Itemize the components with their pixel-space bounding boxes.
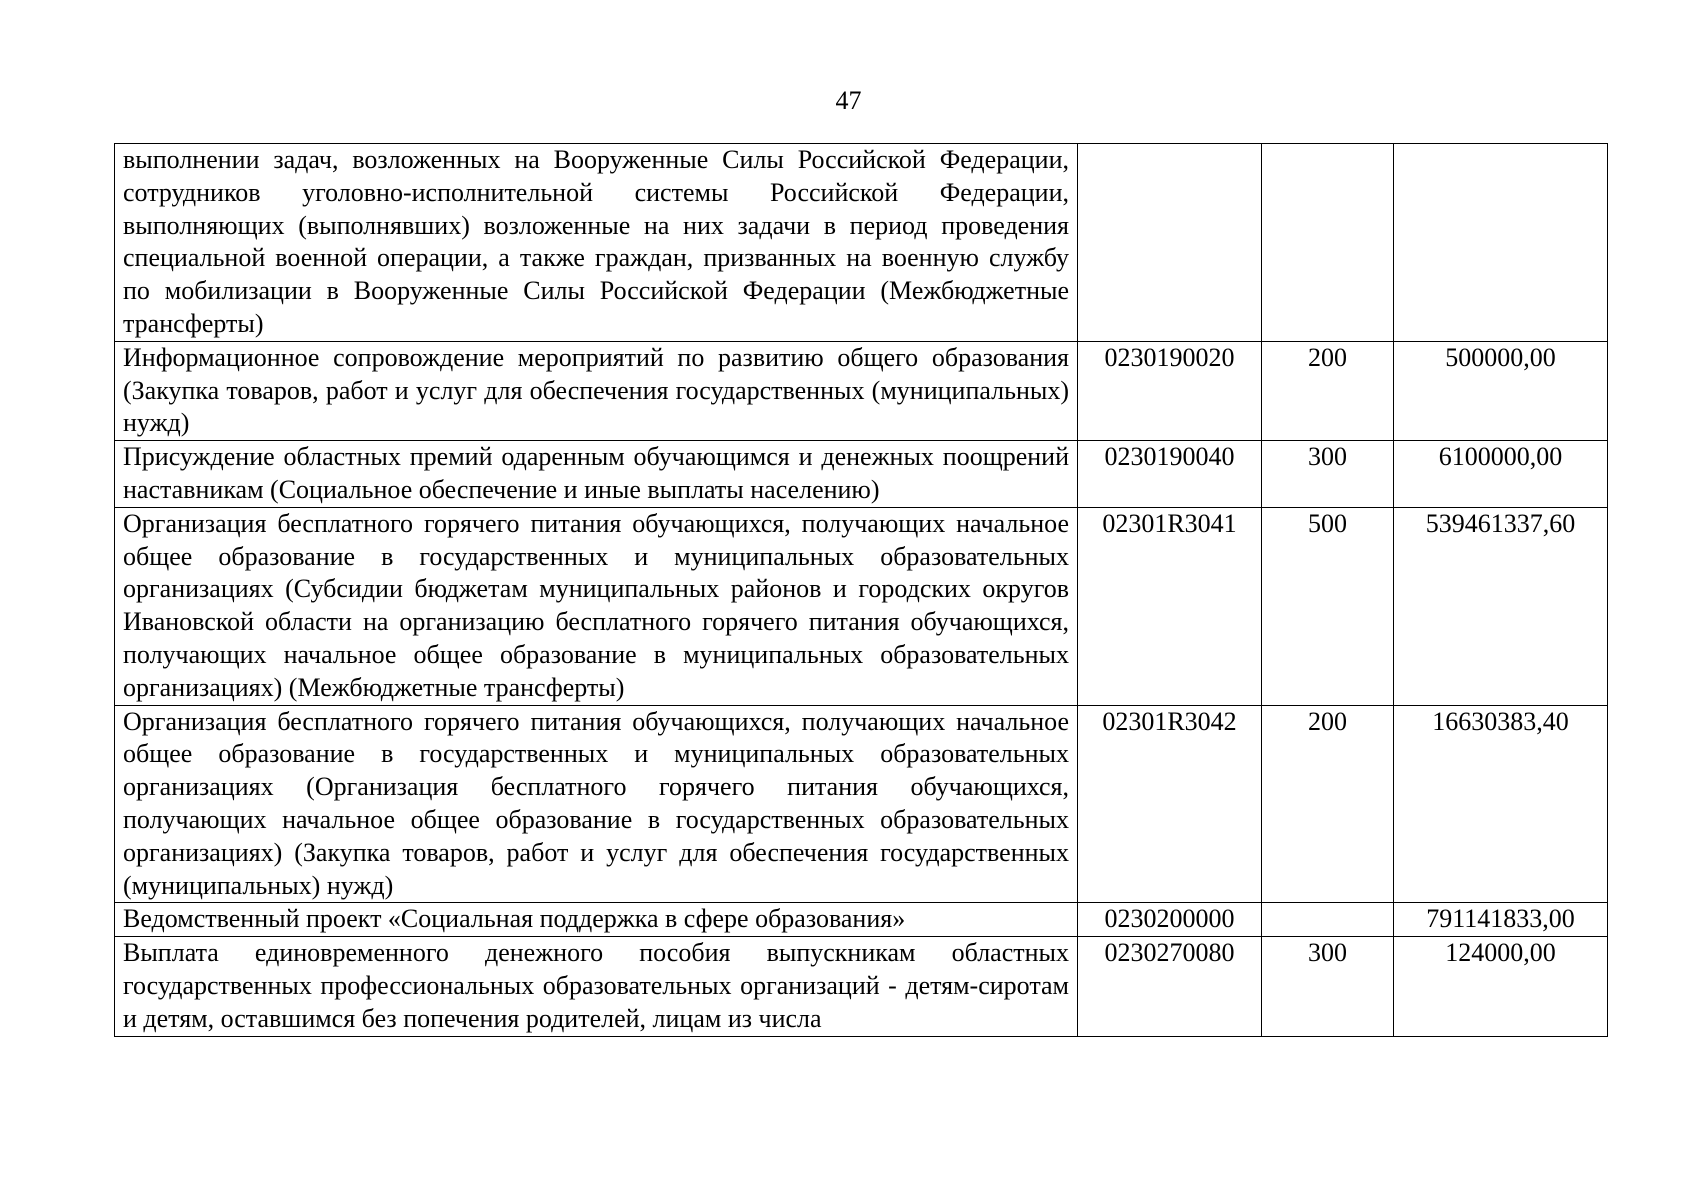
row-code-cell: 0230190040 bbox=[1078, 441, 1262, 508]
table-row bbox=[115, 705, 1608, 903]
table-row bbox=[115, 903, 1608, 937]
table-row bbox=[115, 144, 1608, 342]
row-sum-cell: 16630383,40 bbox=[1394, 705, 1608, 903]
table-row bbox=[115, 937, 1608, 1036]
row-sum-cell bbox=[1394, 144, 1608, 342]
row-code-cell: 0230190020 bbox=[1078, 341, 1262, 440]
row-type-cell: 300 bbox=[1262, 441, 1394, 508]
row-sum-cell: 791141833,00 bbox=[1394, 903, 1608, 937]
row-name-cell: Организация бесплатного горячего питания обучающихся, получающих начальное общее образование в государственных и муниципальных образовательных организациях (Организация бесплатного горячего питания обучающихся, получающих начальное общее образование в государственных образовательных организациях) (Закупка товаров, работ и услуг для обеспечения государственных (муниципальных) нужд) bbox=[115, 705, 1078, 903]
table-row bbox=[115, 507, 1608, 705]
row-code-cell: 0230200000 bbox=[1078, 903, 1262, 937]
budget-table bbox=[114, 143, 1608, 1037]
row-sum-cell: 6100000,00 bbox=[1394, 441, 1608, 508]
row-sum-cell: 124000,00 bbox=[1394, 937, 1608, 1036]
row-type-cell: 300 bbox=[1262, 937, 1394, 1036]
page-number: 47 bbox=[835, 86, 862, 115]
row-name-cell: Информационное сопровождение мероприятий по развитию общего образования (Закупка товаров, работ и услуг для обеспечения государственных (муниципальных) нужд) bbox=[115, 341, 1078, 440]
table-row bbox=[115, 441, 1608, 508]
row-type-cell bbox=[1262, 144, 1394, 342]
row-sum-cell: 539461337,60 bbox=[1394, 507, 1608, 705]
row-type-cell: 200 bbox=[1262, 341, 1394, 440]
row-code-cell: 0230270080 bbox=[1078, 937, 1262, 1036]
table-row bbox=[115, 341, 1608, 440]
row-type-cell: 500 bbox=[1262, 507, 1394, 705]
row-name-cell: Выплата единовременного денежного пособия выпускникам областных государственных профессиональных образовательных организаций - детям-сиротам и детям, оставшимся без попечения родителей, лицам из числа bbox=[115, 937, 1078, 1036]
row-name-cell: Организация бесплатного горячего питания обучающихся, получающих начальное общее образование в государственных и муниципальных образовательных организациях (Субсидии бюджетам муниципальных районов и городских округов Ивановской области на организацию бесплатного горячего питания обучающихся, получающих начальное общее образование в муниципальных образовательных организациях) (Межбюджетные трансферты) bbox=[115, 507, 1078, 705]
row-name-cell: Присуждение областных премий одаренным обучающимся и денежных поощрений наставникам (Социальное обеспечение и иные выплаты населению) bbox=[115, 441, 1078, 508]
row-name-cell: выполнении задач, возложенных на Вооруженные Силы Российской Федерации, сотрудников уголовно-исполнительной системы Российской Федерации, выполняющих (выполнявших) возложенные на них задачи в период проведения специальной военной операции, а также граждан, призванных на военную службу по мобилизации в Вооруженные Силы Российской Федерации (Межбюджетные трансферты) bbox=[115, 144, 1078, 342]
row-code-cell: 02301R3041 bbox=[1078, 507, 1262, 705]
row-sum-cell: 500000,00 bbox=[1394, 341, 1608, 440]
row-code-cell bbox=[1078, 144, 1262, 342]
row-name-cell: Ведомственный проект «Социальная поддержка в сфере образования» bbox=[115, 903, 1078, 937]
row-code-cell: 02301R3042 bbox=[1078, 705, 1262, 903]
row-type-cell: 200 bbox=[1262, 705, 1394, 903]
row-type-cell bbox=[1262, 903, 1394, 937]
